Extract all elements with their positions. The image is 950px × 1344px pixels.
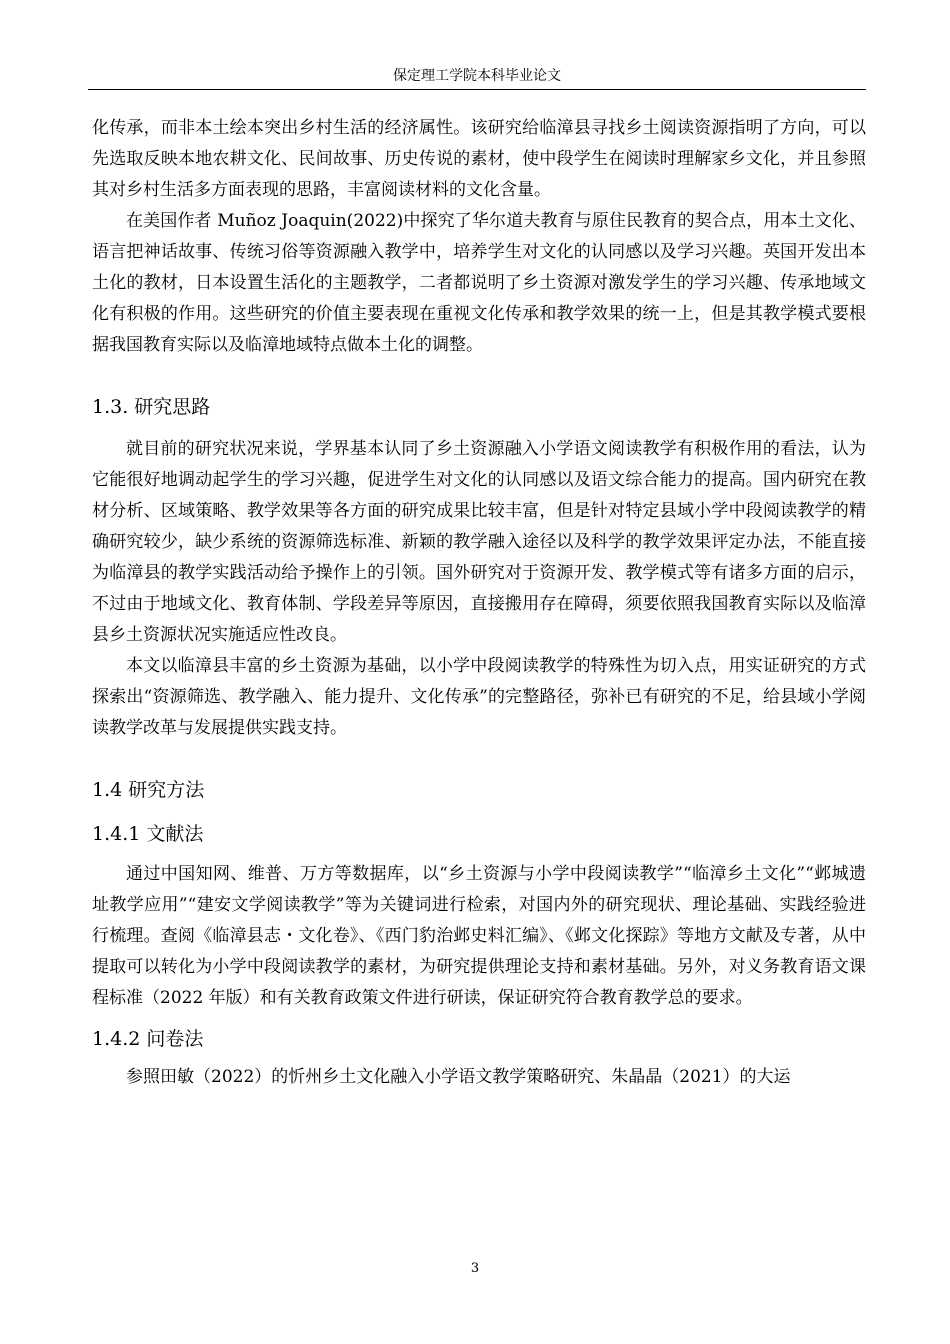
paragraph-1: 化传承，而非本土绘本突出乡村生活的经济属性。该研究给临漳县寻找乡土阅读资源指明了方向，可以先选取反映本地农耕文化、民间故事、历史传说的素材，使中段学生在阅读时理解家乡文化，并且参照其对乡村生活多方面表现的思路，丰富阅读材料的文化含量。 [92, 118, 866, 200]
page-number: 3 [470, 1261, 480, 1276]
paragraph-5: 通过中国知网、维普、万方等数据库，以“乡土资源与小学中段阅读教学”“临漳乡土文化”“邺城遗址教学应用”“建安文学阅读教学”等为关键词进行检索，对国内外的研究现状、理论基础、实践经验进行梳理。查阅《临漳县志・文化卷》、《西门豹治邺史料汇编》、《邺文化探踪》等地方文献及专著，从中提取可以转化为小学中段阅读教学的素材，为研究提供理论支持和素材基础。另外，对义务教育语文课程标准（2022 年版）和有关教育政策文件进行研读，保证研究符合教育教学总的要求。 [92, 864, 866, 1008]
heading-1-4-2: 1.4.2 问卷法 [92, 1028, 204, 1050]
paragraph-4: 本文以临漳县丰富的乡土资源为基础，以小学中段阅读教学的特殊性为切入点，用实证研究的方式探索出“资源筛选、教学融入、能力提升、文化传承”的完整路径，弥补已有研究的不足，给县域小学阅读教学改革与发展提供实践支持。 [92, 656, 866, 738]
page-header: 保定理工学院本科毕业论文 [393, 68, 561, 84]
heading-1-4-1: 1.4.1 文献法 [92, 823, 204, 845]
heading-1-3: 1.3. 研究思路 [92, 396, 211, 418]
header-rule [88, 89, 866, 90]
paragraph-2: 在美国作者 Muñoz Joaquin(2022)中探究了华尔道夫教育与原住民教育的契合点，用本土文化、语言把神话故事、传统习俗等资源融入教学中，培养学生对文化的认同感以及学习兴趣。英国开发出本土化的教材，日本设置生活化的主题教学，二者都说明了乡土资源对激发学生的学习兴趣、传承地域文化有积极的作用。这些研究的价值主要表现在重视文化传承和教学效果的统一上，但是其教学模式要根据我国教育实际以及临漳地域特点做本土化的调整。 [92, 211, 866, 355]
heading-1-4: 1.4 研究方法 [92, 779, 205, 801]
paragraph-3: 就目前的研究状况来说，学界基本认同了乡土资源融入小学语文阅读教学有积极作用的看法，认为它能很好地调动起学生的学习兴趣，促进学生对文化的认同感以及语文综合能力的提高。国内研究在教材分析、区域策略、教学效果等各方面的研究成果比较丰富，但是针对特定县域小学中段阅读教学的精确研究较少，缺少系统的资源筛选标准、新颖的教学融入途径以及科学的教学效果评定办法，不能直接为临漳县的教学实践活动给予操作上的引领。国外研究对于资源开发、教学模式等有诸多方面的启示，不过由于地域文化、教育体制、学段差异等原因，直接搬用存在障碍，须要依照我国教育实际以及临漳县乡土资源状况实施适应性改良。 [92, 439, 866, 645]
page-body [92, 113, 866, 1093]
paragraph-6: 参照田敏（2022）的忻州乡土文化融入小学语文教学策略研究、朱晶晶（2021）的大运 [126, 1067, 791, 1087]
